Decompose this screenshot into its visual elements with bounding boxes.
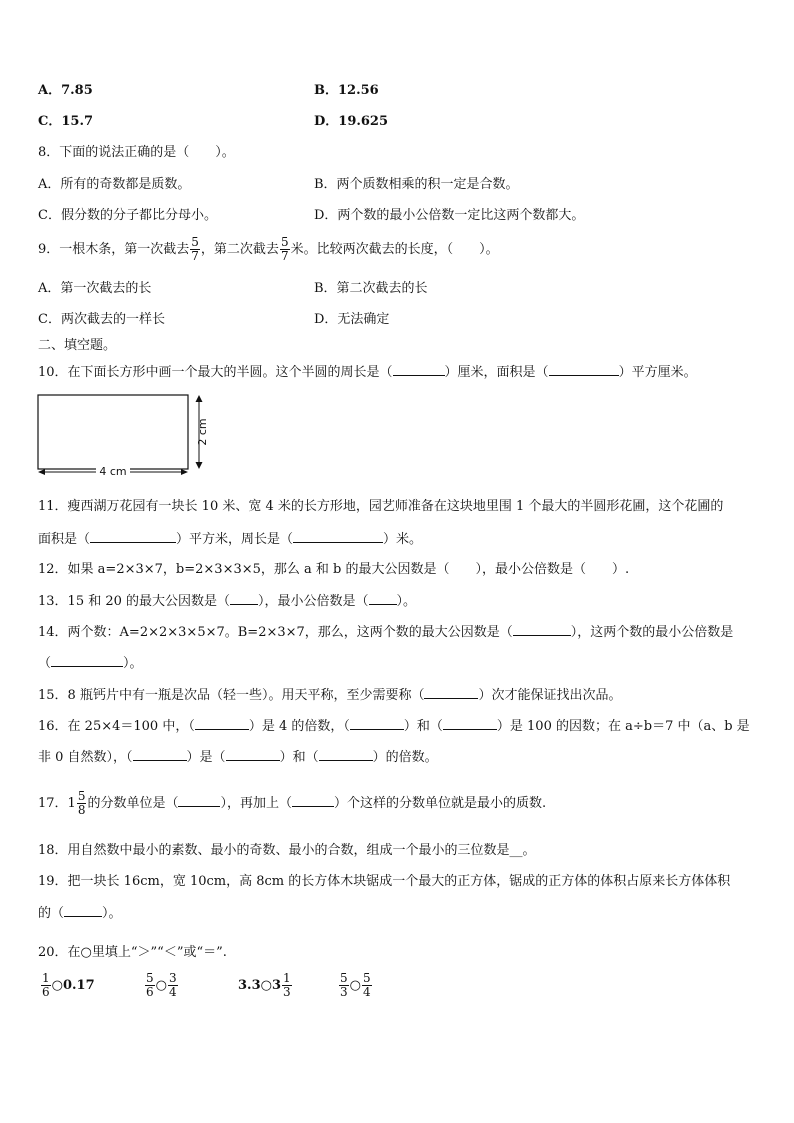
q16-blank-5[interactable]: [226, 748, 280, 761]
q16-blank-3[interactable]: [443, 717, 497, 730]
q8-option-d: D．两个数的最小公倍数一定比这两个数都大。: [314, 208, 585, 223]
q13-text-3: ）。: [396, 594, 417, 609]
q10-blank-area[interactable]: [549, 363, 619, 376]
q8-option-a: A．所有的奇数都是质数。: [38, 177, 191, 192]
q16-text-3: ）和（: [403, 719, 443, 734]
q20-stem: 20．在○里填上“＞”“＜”或“＝”.: [38, 945, 227, 960]
height-arrow-up: [196, 395, 203, 402]
q7-option-d: D．19.625: [314, 114, 389, 129]
q20-e2-fraction-b: [168, 972, 178, 999]
q13-stem: [38, 592, 416, 611]
q9-stem: [38, 236, 499, 263]
q16-text-5: 非 0 自然数），（: [38, 750, 133, 765]
q14-blank-gcd[interactable]: [513, 623, 571, 636]
q20-expression-3: [238, 972, 293, 999]
q14-text-2: ），这两个数的最小公倍数是: [570, 625, 734, 640]
q20-expression-2: [144, 972, 179, 999]
q9-option-b: B．第二次截去的长: [314, 281, 428, 296]
width-arrow-left: [38, 469, 45, 475]
q20-e4-b-num: 5: [362, 971, 371, 985]
q8-option-b: B．两个质数相乘的积一定是合数。: [314, 177, 519, 192]
q13-text-2: ），最小公倍数是（: [258, 594, 369, 609]
q16-text-2: ）是 4 的倍数，（: [248, 719, 350, 734]
q20-e2-a-den: 6: [146, 985, 154, 999]
q10-text-3: ）平方厘米。: [618, 365, 697, 380]
q14-text-4: ）。: [123, 656, 143, 671]
q17-text-1: 的分数单位是（: [87, 796, 179, 811]
q9-fraction-1-num: 5: [191, 235, 199, 249]
q10-stem: [38, 363, 697, 382]
rectangle: [38, 395, 188, 469]
q9-text-1: 9．一根木条，第一次截去: [38, 242, 190, 257]
q9-option-d: D．无法确定: [314, 312, 390, 327]
q20-e2-b-den: 4: [168, 985, 177, 999]
q14-text-1: 14．两个数：A=2×2×3×5×7。B=2×3×7，那么，这两个数的最大公因数是（: [38, 625, 513, 640]
height-arrow-down: [196, 462, 203, 469]
q11-text-1: 面积是（: [38, 532, 91, 547]
q20-e4-b-den: 4: [362, 985, 371, 999]
width-label: 4 cm: [99, 465, 127, 478]
q20-e1-fraction: [41, 972, 51, 999]
q15-text-2: ）次才能保证找出次品。: [478, 688, 622, 703]
q19-stem-line1: 19．把一块长 16cm，宽 10cm，高 8cm 的长方体木块锯成一个最大的正方体，锯成的正方体的体积占原来长方体体积: [38, 874, 731, 889]
q9-fraction-2-num: 5: [280, 235, 289, 249]
q14-text-3: （: [38, 656, 52, 671]
q9-option-a: A．第一次截去的长: [38, 281, 152, 296]
q16-text-4: ）是 100 的因数；在 a÷b＝7 中（a、b 是: [496, 719, 750, 734]
height-label: 2 cm: [196, 418, 209, 446]
q15-blank[interactable]: [424, 686, 478, 699]
q10-text-1: 10．在下面长方形中画一个最大的半圆。这个半圆的周长是（: [38, 365, 393, 380]
q13-blank-gcd[interactable]: [230, 592, 258, 605]
q19-text-2: ）。: [102, 906, 122, 921]
q11-text-3: ）米。: [383, 532, 423, 547]
q17-stem: [38, 790, 546, 817]
q11-blank-area[interactable]: [90, 530, 176, 543]
q17-blank-count[interactable]: [292, 794, 334, 807]
q17-fraction: [77, 790, 87, 817]
q20-e2-circle[interactable]: ○: [155, 978, 167, 993]
q20-e2-b-num: 3: [168, 971, 177, 985]
q20-e3-den: 3: [283, 985, 291, 999]
q20-e4-fraction-a: [339, 972, 349, 999]
q20-e1-num: 1: [42, 971, 50, 985]
q19-stem-line2: [38, 904, 122, 923]
q16-blank-2[interactable]: [350, 717, 404, 730]
q11-stem-line2: [38, 530, 422, 549]
q20-e2-a-num: 5: [146, 971, 154, 985]
q16-stem-line1: [38, 717, 750, 736]
q14-blank-lcm[interactable]: [51, 654, 123, 667]
q16-blank-4[interactable]: [133, 748, 187, 761]
q16-blank-6[interactable]: [319, 748, 373, 761]
q19-text-1: 的（: [38, 906, 65, 921]
q10-text-2: ）厘米，面积是（: [444, 365, 549, 380]
q20-e4-a-num: 5: [340, 971, 348, 985]
q16-blank-1[interactable]: [195, 717, 249, 730]
q17-whole: 1: [67, 796, 76, 811]
q9-text-2: ，第二次截去: [200, 242, 279, 257]
q17-blank-unit[interactable]: [178, 794, 220, 807]
q19-blank[interactable]: [64, 904, 102, 917]
q7-option-a: A．7.85: [38, 83, 93, 98]
q20-e4-circle[interactable]: ○: [349, 978, 361, 993]
q15-stem: [38, 686, 621, 705]
q16-text-1: 16．在 25×4＝100 中，（: [38, 719, 195, 734]
q17-text-3: ）个这样的分数单位就是最小的质数.: [334, 796, 547, 811]
q20-e1-rest[interactable]: ○0.17: [51, 978, 95, 993]
q7-option-c: C．15.7: [38, 114, 94, 129]
q17-text-2: ），再加上（: [220, 796, 292, 811]
q11-text-2: ）平方米，周长是（: [176, 532, 294, 547]
q10-rectangle-figure: [36, 392, 216, 484]
q9-fraction-1: [190, 236, 200, 263]
q8-option-c: C．假分数的分子都比分母小。: [38, 208, 217, 223]
q10-blank-perimeter[interactable]: [393, 363, 445, 376]
width-arrow-right: [181, 469, 188, 475]
q9-option-c: C．两次截去的一样长: [38, 312, 165, 327]
q11-blank-perimeter[interactable]: [293, 530, 383, 543]
q13-text-1: 13．15 和 20 的最大公因数是（: [38, 594, 231, 609]
q20-e3-left[interactable]: 3.3○3: [238, 978, 282, 993]
q17-fraction-num: 5: [77, 789, 86, 803]
q20-e2-fraction-a: [145, 972, 155, 999]
q16-text-7: ）和（: [279, 750, 319, 765]
q9-text-3: 米。比较两次截去的长度，（ ）。: [290, 242, 499, 257]
q14-stem-line1: [38, 623, 733, 642]
q16-text-8: ）的倍数。: [372, 750, 438, 765]
q20-e4-a-den: 3: [340, 985, 348, 999]
q17-fraction-den: 8: [77, 803, 86, 817]
q20-e1-den: 6: [42, 985, 50, 999]
q20-e4-fraction-b: [362, 972, 372, 999]
q20-expression-1: [40, 972, 95, 999]
q14-stem-line2: [38, 654, 143, 673]
section-heading: 二、填空题。: [38, 338, 117, 353]
q20-expression-4: [338, 972, 373, 999]
q7-option-b: B．12.56: [314, 83, 379, 98]
q12-stem: 12．如果 a=2×3×7，b=2×3×3×5，那么 a 和 b 的最大公因数是（ ），最小公倍数是（ ）.: [38, 562, 630, 577]
q9-fraction-2-den: 7: [280, 249, 289, 263]
q17-number: 17．: [38, 796, 68, 811]
q13-blank-lcm[interactable]: [369, 592, 397, 605]
q18-stem: 18．用自然数中最小的素数、最小的奇数、最小的合数，组成一个最小的三位数是__。: [38, 843, 536, 858]
q9-fraction-1-den: 7: [191, 249, 199, 263]
q9-fraction-2: [280, 236, 290, 263]
q11-stem-line1: 11．瘦西湖万花园有一块长 10 米、宽 4 米的长方形地，园艺师准备在这块地里围 1 个最大的半圆形花圃，这个花圃的: [38, 499, 724, 514]
q20-e3-fraction: [282, 972, 292, 999]
q16-stem-line2: [38, 748, 438, 767]
q8-stem: 8．下面的说法正确的是（ ）。: [38, 145, 235, 160]
q16-text-6: ）是（: [186, 750, 226, 765]
q15-text-1: 15．8 瓶钙片中有一瓶是次品（轻一些）。用天平称，至少需要称（: [38, 688, 425, 703]
q20-e3-num: 1: [283, 971, 291, 985]
